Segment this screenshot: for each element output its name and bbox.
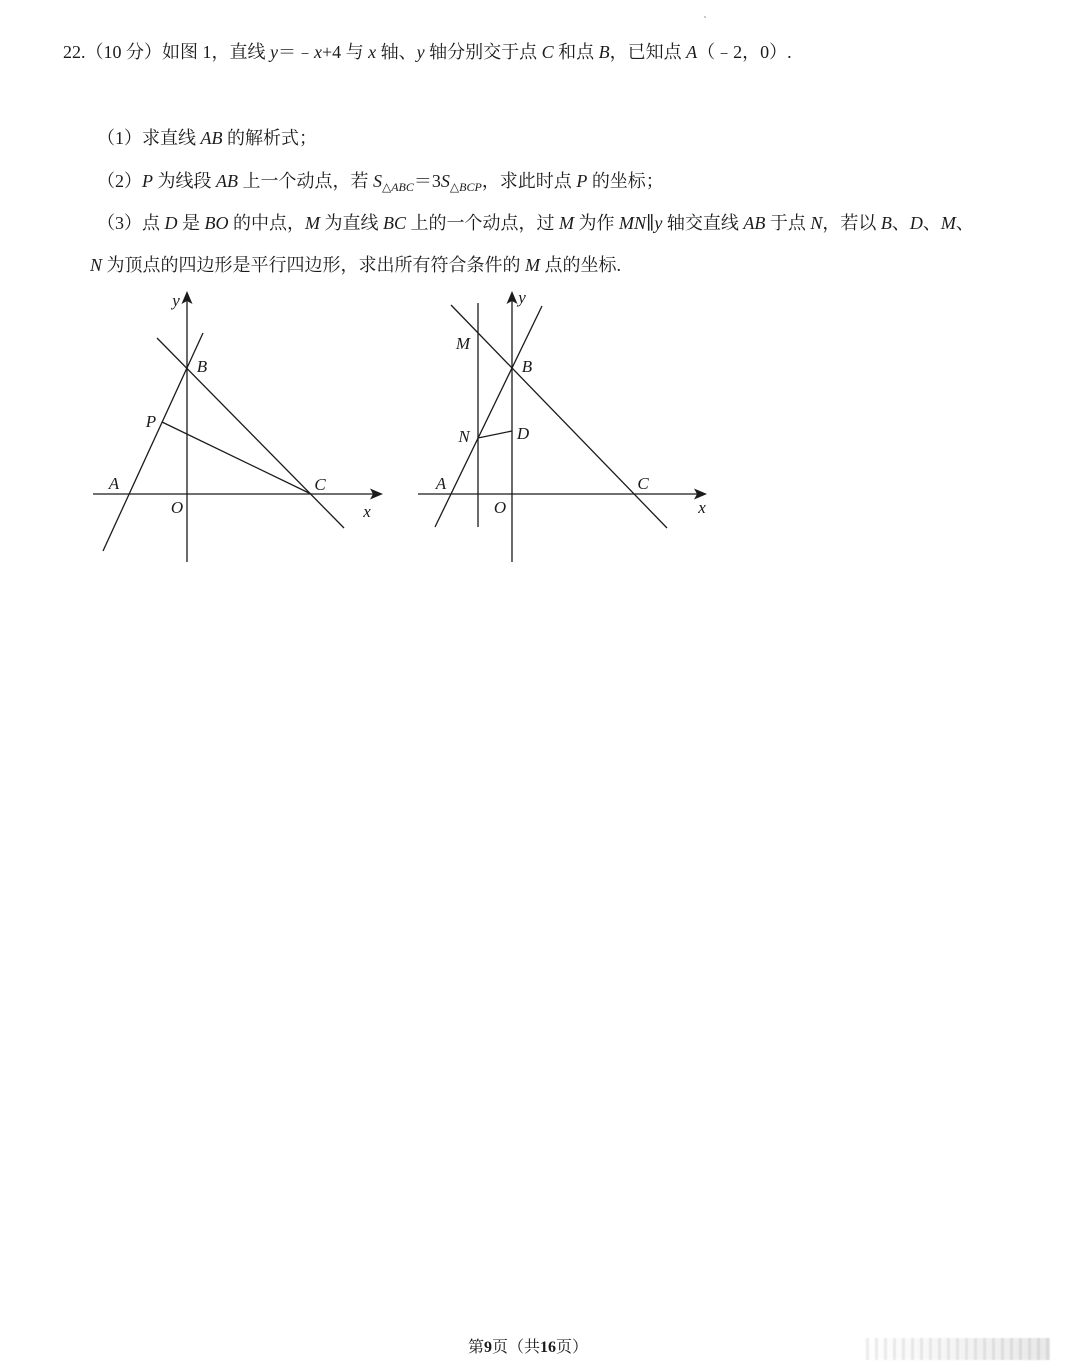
math-variable: P (142, 171, 153, 191)
point-c-label: C (637, 474, 649, 493)
text-run: 为线段 (153, 171, 216, 191)
x-axis-label: x (363, 502, 371, 521)
math-variable: B (880, 213, 892, 233)
point-p-label: P (145, 412, 157, 431)
text-run: 上的一个动点，过 (406, 213, 560, 233)
math-variable: N (810, 213, 823, 233)
text-run: 和点 (553, 42, 599, 62)
watermark-overlay (860, 1338, 1050, 1360)
text-run: （1）求直线 (97, 128, 201, 148)
text-run: 为顶点的四边形是平行四边形，求出所有符合条件的 (102, 255, 526, 275)
question-stem (63, 40, 792, 64)
point-c-label: C (314, 475, 326, 494)
y-axis-label: y (172, 291, 180, 310)
text-run: 轴交直线 (662, 213, 744, 233)
math-variable: C (541, 42, 554, 62)
math-variable: AB (216, 171, 238, 191)
text-run: ，已知点 (609, 42, 687, 62)
origin-label: O (170, 498, 184, 517)
question-part-1 (97, 126, 317, 150)
footer-prefix: 第 (468, 1339, 485, 1356)
text-run: 轴、 (376, 42, 417, 62)
text-run: （﹣2，0）. (697, 42, 792, 62)
math-variable: M (305, 213, 320, 233)
point-n-label: N (458, 427, 470, 446)
x-axis-label: x (698, 498, 706, 517)
text-run: ，求此时点 (481, 171, 577, 191)
text-run: +4 与 (322, 42, 369, 62)
math-variable: x (314, 42, 322, 62)
math-variable: D (164, 213, 178, 233)
origin-label: O (493, 498, 507, 517)
math-variable: P (576, 171, 588, 191)
text-run: 的解析式； (222, 128, 317, 148)
text-run: 点的坐标. (540, 255, 622, 275)
text-run: 的中点， (228, 213, 305, 233)
text-run: ∥ (646, 213, 655, 233)
math-variable: x (368, 42, 377, 62)
scan-speck (704, 16, 706, 18)
math-variable: A (686, 42, 698, 62)
math-variable: y (654, 213, 663, 233)
question-part-3 (97, 211, 974, 235)
math-variable: N (90, 255, 103, 275)
text-run: 于点 (765, 213, 811, 233)
page-footer (468, 1337, 588, 1359)
math-variable: BC (383, 213, 407, 233)
math-variable: S (440, 171, 450, 191)
footer-suffix: 页） (556, 1339, 589, 1356)
math-variable: M (940, 213, 956, 233)
text-run: 的坐标； (587, 171, 664, 191)
y-axis-label: y (518, 288, 526, 307)
text-run: ，若以 (822, 213, 881, 233)
point-b-label: B (196, 357, 208, 376)
math-variable: BO (204, 213, 229, 233)
point-a-label: A (108, 474, 120, 493)
text-run: ＝3 (413, 171, 441, 191)
math-variable: M (525, 255, 541, 275)
text-run: 、 (955, 213, 974, 233)
current-page-number: 9 (484, 1339, 493, 1356)
line-ab (103, 333, 203, 551)
text-run: 轴分别交于点 (424, 42, 542, 62)
text-run: 22.（10 分）如图 1，直线 (63, 42, 270, 62)
segment-pc (162, 422, 311, 494)
point-b-label: B (521, 357, 533, 376)
math-variable: B (598, 42, 610, 62)
total-pages-number: 16 (540, 1339, 557, 1356)
math-variable: y (270, 42, 278, 62)
figure-2 (410, 282, 720, 572)
math-variable: M (559, 213, 575, 233)
text-run: 上一个动点，若 (238, 171, 373, 191)
math-variable: MN (619, 213, 647, 233)
text-run: 为作 (574, 213, 620, 233)
text-run: （3）点 (97, 213, 165, 233)
question-part-2 (97, 169, 664, 193)
text-run: 、 (922, 213, 941, 233)
text-run: 、 (891, 213, 910, 233)
math-subscript: △BCP (449, 180, 482, 193)
footer-middle: 页（共 (492, 1339, 541, 1356)
math-variable: AB (200, 128, 223, 148)
text-run: ＝﹣ (278, 42, 314, 62)
point-d-label: D (516, 424, 530, 443)
math-variable: AB (743, 213, 766, 233)
math-variable: D (909, 213, 923, 233)
math-variable: S (373, 171, 382, 191)
text-run: （2） (97, 171, 142, 191)
point-a-label: A (435, 474, 447, 493)
math-variable: y (416, 42, 425, 62)
math-subscript: △ABC (382, 180, 414, 193)
point-m-label: M (455, 334, 471, 353)
question-part-3-continuation (90, 253, 621, 277)
text-run: 是 (177, 213, 205, 233)
figure-1 (85, 282, 395, 572)
segment-nd (478, 431, 512, 438)
text-run: 为直线 (320, 213, 383, 233)
